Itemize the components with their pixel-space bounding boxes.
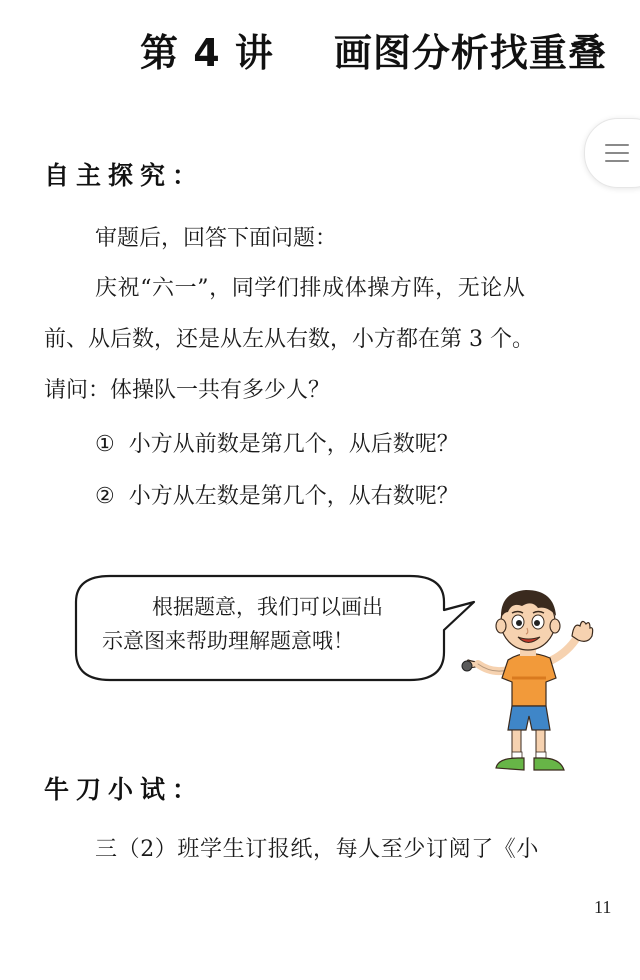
intro-text: 审题后，回答下面问题： bbox=[95, 226, 338, 251]
section-heading-try: 牛刀小试： bbox=[44, 775, 205, 804]
bubble-line-2: 示意图来帮助理解题意哦！ bbox=[102, 629, 354, 653]
page-number: 11 bbox=[594, 897, 612, 917]
section-heading-explore: 自主探究： bbox=[44, 161, 205, 190]
lesson-topic: 画图分析找重叠 bbox=[333, 31, 607, 75]
floating-menu-button[interactable] bbox=[584, 118, 640, 188]
question-text: 小方从前数是第几个，从后数呢？ bbox=[128, 432, 459, 457]
question-1 bbox=[95, 430, 459, 460]
problem-line-3: 请问：体操队一共有多少人？ bbox=[44, 378, 331, 403]
bubble-line-1: 根据题意，我们可以画出 bbox=[152, 595, 383, 619]
lesson-title bbox=[140, 22, 607, 77]
question-marker: ② bbox=[95, 484, 115, 509]
exercise-line-1: 三（2）班学生订报纸，每人至少订阅了《小 bbox=[95, 837, 539, 862]
lesson-number: 第 4 讲 bbox=[140, 31, 274, 75]
question-text: 小方从左数是第几个，从右数呢？ bbox=[128, 484, 459, 509]
problem-line-1: 庆祝“六一”，同学们排成体操方阵，无论从 bbox=[95, 276, 526, 301]
question-2 bbox=[95, 482, 459, 512]
boy-character bbox=[456, 578, 606, 783]
question-marker: ① bbox=[95, 432, 115, 457]
problem-line-2: 前、从后数，还是从左从右数，小方都在第 3 个。 bbox=[44, 327, 534, 352]
